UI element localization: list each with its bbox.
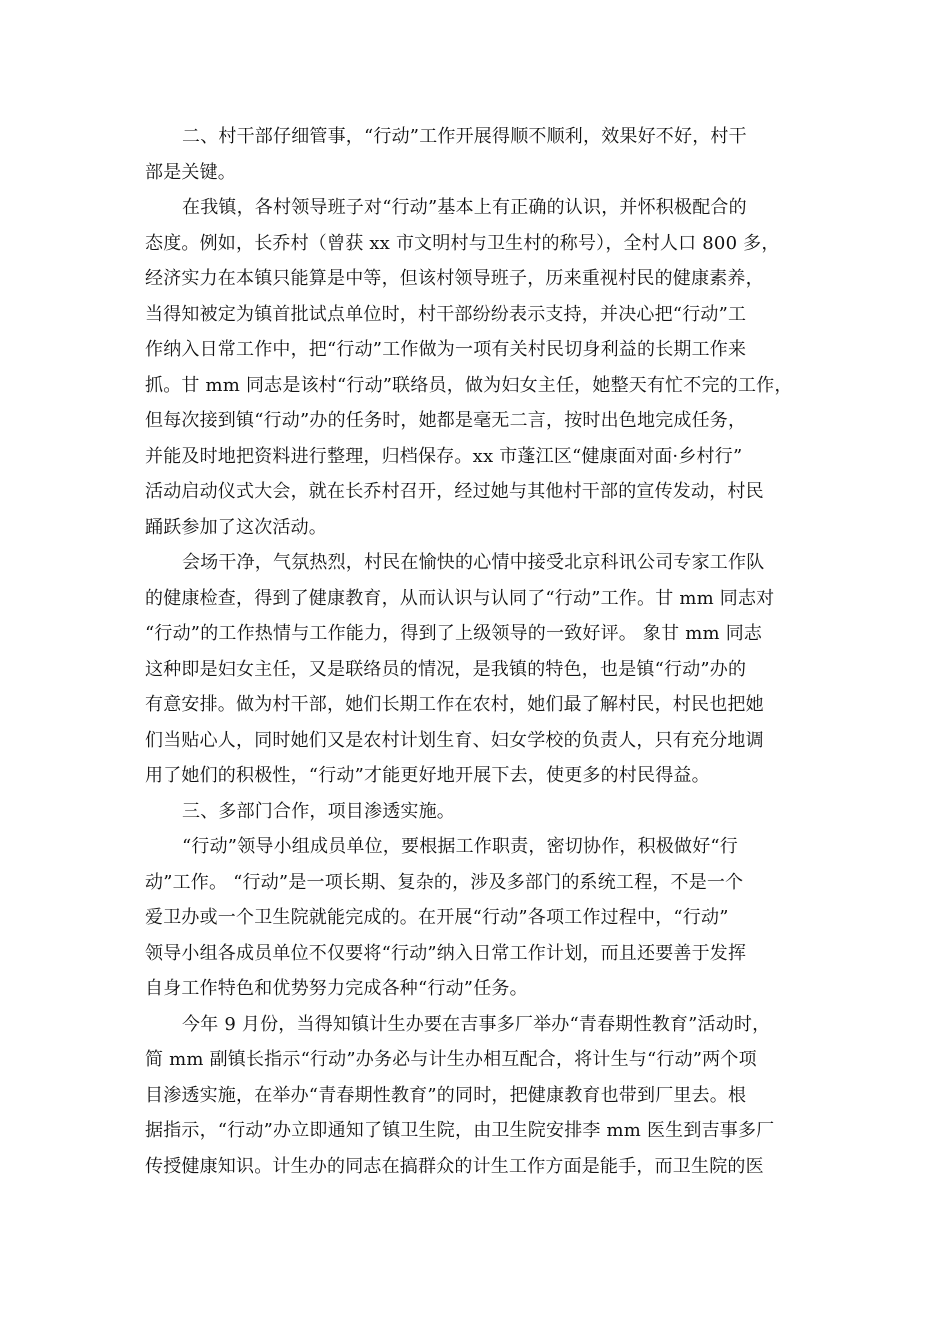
text-line: 爱卫办或一个卫生院就能完成的。在开展“行动”各项工作过程中，“行动”	[145, 907, 729, 928]
text-line: 二、村干部仔细管事，“行动”工作开展得顺不顺利，效果好不好，村干	[182, 126, 747, 147]
text-line: 经济实力在本镇只能算是中等，但该村领导班子，历来重视村民的健康素养，	[145, 268, 764, 289]
text-line: 有意安排。做为村干部，她们长期工作在农村，她们最了解村民，村民也把她	[145, 694, 764, 715]
text-line: 并能及时地把资料进行整理，归档保存。xx 市蓬江区“健康面对面·乡村行”	[145, 445, 743, 467]
text-line: 在我镇，各村领导班子对“行动”基本上有正确的认识，并怀积极配合的	[182, 197, 747, 218]
text-line: 用了她们的积极性，“行动”才能更好地开展下去，使更多的村民得益。	[145, 765, 710, 786]
text-line: 踊跃参加了这次活动。	[145, 516, 327, 538]
text-line: 会场干净，气氛热烈，村民在愉快的心情中接受北京科讯公司专家工作队	[182, 552, 765, 573]
text-line: 的健康检查，得到了健康教育，从而认识与认同了“行动”工作。甘 mm 同志对	[145, 587, 775, 609]
text-line: “行动”领导小组成员单位，要根据工作职责，密切协作，积极做好“行	[182, 836, 739, 857]
text-line: 作纳入日常工作中，把“行动”工作做为一项有关村民切身利益的长期工作来	[145, 339, 747, 360]
text-line: 这种即是妇女主任，又是联络员的情况，是我镇的特色，也是镇“行动”办的	[145, 658, 747, 680]
text-line: 据指示，“行动”办立即通知了镇卫生院，由卫生院安排李 mm 医生到吉事多厂	[145, 1120, 775, 1141]
text-line: 们当贴心人，同时她们又是农村计划生育、妇女学校的负责人，只有充分地调	[145, 729, 764, 751]
text-line: 传授健康知识。计生办的同志在搞群众的计生工作方面是能手，而卫生院的医	[145, 1155, 764, 1177]
text-line: 当得知被定为镇首批试点单位时，村干部纷纷表示支持，并决心把“行动”工	[145, 303, 747, 325]
text-line: “行动”的工作热情与工作能力，得到了上级领导的一致好评。 象甘 mm 同志	[145, 623, 763, 644]
text-line: 部是关键。	[145, 161, 236, 183]
text-line: 简 mm 副镇长指示“行动”办务必与计生办相互配合，将计生与“行动”两个项	[145, 1049, 757, 1070]
text-line: 态度。例如，长乔村（曾获 xx 市文明村与卫生村的称号），全村人口 800 多，	[145, 232, 780, 254]
text-line: 领导小组各成员单位不仅要将“行动”纳入日常工作计划，而且还要善于发挥	[145, 942, 747, 964]
text-line: 今年 9 月份，当得知镇计生办要在吉事多厂举办“青春期性教育”活动时，	[182, 1013, 771, 1035]
text-line: 抓。甘 mm 同志是该村“行动”联络员，做为妇女主任，她整天有忙不完的工作，	[145, 374, 793, 396]
text-line: 动”工作。 “行动”是一项长期、复杂的，涉及多部门的系统工程，不是一个	[145, 871, 744, 893]
text-line: 目渗透实施，在举办“青春期性教育”的同时，把健康教育也带到厂里去。根	[145, 1084, 747, 1106]
text-line: 但每次接到镇“行动”办的任务时，她都是毫无二言，按时出色地完成任务，	[145, 410, 747, 431]
text-line: 活动启动仪式大会，就在长乔村召开，经过她与其他村干部的宣传发动，村民	[145, 481, 764, 502]
text-line: 自身工作特色和优势努力完成各种“行动”任务。	[145, 978, 528, 999]
text-line: 三、多部门合作，项目渗透实施。	[182, 800, 455, 822]
